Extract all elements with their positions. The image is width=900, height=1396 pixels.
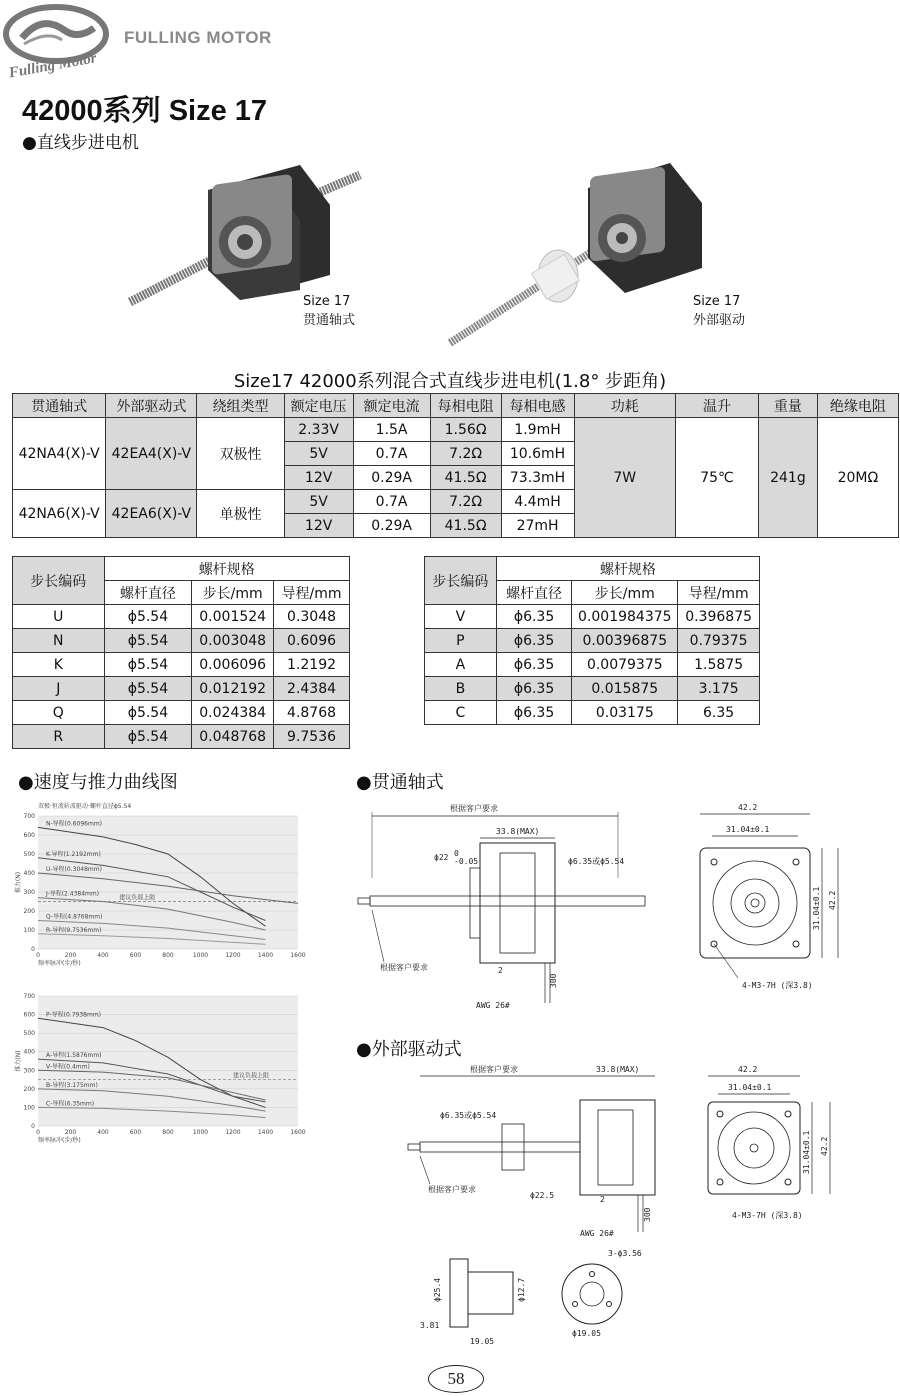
spec-row: 12V 0.29A 41.5Ω 27mH bbox=[13, 514, 899, 538]
product-caption-external bbox=[693, 292, 745, 330]
section-through-heading: ●贯通轴式 bbox=[356, 772, 444, 793]
dim-2: 2 bbox=[600, 1195, 605, 1204]
col-diameter: 螺杆直径 bbox=[496, 581, 572, 605]
model-through: 42NA4(X)-V bbox=[13, 418, 106, 490]
y-tick-label: 700 bbox=[23, 813, 35, 820]
x-tick-label: 600 bbox=[129, 952, 142, 959]
screw-table-left bbox=[12, 556, 350, 749]
header-external: 外部驱动式 bbox=[106, 394, 197, 418]
x-tick-label: 0 bbox=[36, 1129, 40, 1136]
col-code: 步长编码 bbox=[13, 557, 105, 605]
y-tick-label: 500 bbox=[23, 1030, 35, 1038]
screw-row: A ϕ6.35 0.0079375 1.5875 bbox=[425, 653, 760, 677]
header-power: 功耗 bbox=[574, 394, 675, 418]
col-group: 螺杆规格 bbox=[104, 557, 349, 581]
x-tick-label: 800 bbox=[162, 952, 174, 959]
dim-customer: 根据客户要求 bbox=[450, 804, 498, 813]
product-image-external bbox=[440, 158, 710, 353]
dim-flange: ϕ25.4 bbox=[433, 1277, 442, 1302]
dim-hole-spacing: 31.04±0.1 bbox=[726, 825, 770, 834]
header-voltage: 额定电压 bbox=[284, 394, 353, 418]
y-tick-label: 300 bbox=[23, 1067, 35, 1075]
x-tick-label: 1000 bbox=[192, 1129, 209, 1136]
temp-value: 75℃ bbox=[675, 418, 758, 538]
y-axis-label: 推力(N) bbox=[15, 1050, 22, 1072]
x-tick-label: 1200 bbox=[225, 1129, 241, 1136]
col-lead: 导程/mm bbox=[274, 581, 350, 605]
winding-type: 单极性 bbox=[197, 490, 284, 538]
logo-text: Fulling Motor bbox=[7, 50, 98, 82]
dim-customer2: 根据客户要求 bbox=[428, 1185, 476, 1194]
fulling-logo bbox=[2, 4, 110, 82]
insulation-value: 20MΩ bbox=[817, 418, 898, 538]
x-tick-label: 1400 bbox=[257, 1129, 274, 1136]
dim-boss: ϕ22 bbox=[434, 853, 449, 862]
series-label: B-导程(3.175mm) bbox=[46, 1081, 98, 1089]
series-label: C-导程(6.35mm) bbox=[46, 1100, 95, 1108]
section-external-heading: ●外部驱动式 bbox=[356, 1039, 462, 1060]
dim-boss-tol-upper: 0 bbox=[454, 849, 459, 858]
x-tick-label: 200 bbox=[64, 952, 77, 959]
screw-row: R ϕ5.54 0.048768 9.7536 bbox=[13, 725, 350, 749]
dim-height: 42.2 bbox=[828, 890, 837, 910]
x-axis-label: 频率脉冲(步/秒) bbox=[38, 960, 81, 967]
power-value: 7W bbox=[574, 418, 675, 538]
chart-title: 双极·恒流斩波驱动·螺杆直径ϕ5.54 bbox=[38, 803, 132, 810]
page-title: 42000系列 Size 17 bbox=[22, 95, 268, 127]
dim-2: 2 bbox=[498, 966, 503, 975]
nut-drawing bbox=[410, 1244, 670, 1349]
section-curves-heading: ●速度与推力曲线图 bbox=[18, 772, 178, 793]
spec-row: 12V 0.29A 41.5Ω 73.3mH bbox=[13, 466, 899, 490]
dim-customer2: 根据客户要求 bbox=[380, 963, 428, 972]
page-subtitle: ●直线步进电机 bbox=[22, 133, 139, 153]
series-label: A-导程(1.5876mm) bbox=[46, 1052, 102, 1060]
series-label: V-导程(0.4mm) bbox=[46, 1063, 90, 1071]
y-tick-label: 200 bbox=[23, 908, 35, 915]
x-tick-label: 400 bbox=[97, 952, 109, 959]
x-tick-label: 200 bbox=[64, 1129, 77, 1136]
series-label: R-导程(9.7536mm) bbox=[46, 926, 102, 934]
screw-table-right bbox=[424, 556, 760, 725]
header-winding: 绕组类型 bbox=[197, 394, 284, 418]
screw-row: B ϕ6.35 0.015875 3.175 bbox=[425, 677, 760, 701]
series-label: J-导程(2.4384mm) bbox=[46, 890, 100, 898]
y-tick-label: 500 bbox=[23, 851, 35, 858]
product-caption-through bbox=[303, 292, 355, 330]
x-tick-label: 0 bbox=[36, 952, 40, 959]
screw-row: Q ϕ5.54 0.024384 4.8768 bbox=[13, 701, 350, 725]
dim-width: 42.2 bbox=[738, 803, 758, 812]
y-tick-label: 700 bbox=[23, 993, 35, 1000]
spec-header-row bbox=[13, 394, 899, 418]
through-shaft-front-view bbox=[690, 798, 870, 998]
dim-awg: AWG 26# bbox=[476, 1001, 510, 1010]
header-inductance: 每相电感 bbox=[501, 394, 574, 418]
brand-name: FULLING MOTOR bbox=[124, 28, 272, 47]
y-tick-label: 600 bbox=[23, 1011, 35, 1019]
col-diameter: 螺杆直径 bbox=[104, 581, 192, 605]
caption-line1: Size 17 bbox=[303, 294, 351, 309]
spec-table bbox=[12, 393, 899, 538]
col-step: 步长/mm bbox=[572, 581, 678, 605]
dim-holes: 4-M3-7H (深3.8) bbox=[742, 981, 813, 990]
y-tick-label: 0 bbox=[31, 946, 35, 953]
y-tick-label: 100 bbox=[23, 927, 35, 934]
header-insulation: 绝缘电阻 bbox=[817, 394, 898, 418]
screw-row: V ϕ6.35 0.001984375 0.396875 bbox=[425, 605, 760, 629]
series-label: K-导程(1.2192mm) bbox=[46, 850, 101, 858]
header-resistance: 每相电阻 bbox=[430, 394, 501, 418]
series-label: Q-导程(4.8768mm) bbox=[46, 913, 103, 921]
dim-boss: ϕ22.5 bbox=[530, 1191, 555, 1200]
spec-table-title: Size17 42000系列混合式直线步进电机(1.8° 步距角) bbox=[233, 371, 667, 392]
screw-row: N ϕ5.54 0.003048 0.6096 bbox=[13, 629, 350, 653]
x-tick-label: 600 bbox=[129, 1129, 142, 1136]
dim-height: 42.2 bbox=[820, 1136, 829, 1156]
y-tick-label: 0 bbox=[31, 1123, 35, 1130]
model-through: 42NA6(X)-V bbox=[13, 490, 106, 538]
col-code: 步长编码 bbox=[425, 557, 497, 605]
dim-body: ϕ12.7 bbox=[517, 1277, 526, 1302]
winding-type: 双极性 bbox=[197, 418, 284, 490]
x-axis-label: 频率脉冲(步/秒) bbox=[38, 1137, 81, 1144]
y-tick-label: 400 bbox=[23, 1048, 35, 1056]
header-temp: 温升 bbox=[675, 394, 758, 418]
model-external: 42EA4(X)-V bbox=[106, 418, 197, 490]
dim-bolt: ϕ19.05 bbox=[572, 1329, 601, 1338]
speed-thrust-chart-1 bbox=[14, 796, 304, 971]
col-step: 步长/mm bbox=[192, 581, 274, 605]
spec-row: 42NA6(X)-V 42EA6(X)-V 单极性 5V 0.7A 7.2Ω 4.4mH bbox=[13, 490, 899, 514]
dim-awg: AWG 26# bbox=[580, 1229, 614, 1238]
y-tick-label: 600 bbox=[23, 832, 35, 839]
header-current: 额定电流 bbox=[353, 394, 430, 418]
dim-max: 33.8(MAX) bbox=[496, 827, 540, 836]
external-drive-drawing bbox=[400, 1062, 670, 1247]
caption-line1: Size 17 bbox=[693, 294, 741, 309]
external-drive-front-view bbox=[690, 1062, 870, 1237]
dim-holes: 3-ϕ3.56 bbox=[608, 1249, 642, 1258]
spec-row: 5V 0.7A 7.2Ω 10.6mH bbox=[13, 442, 899, 466]
series-label: P-导程(0.7938mm) bbox=[46, 1011, 102, 1019]
dim-customer: 根据客户要求 bbox=[470, 1065, 518, 1074]
spec-row: 42NA4(X)-V 42EA4(X)-V 双极性 2.33V 1.5A 1.56Ω 1.9mH 7W 75℃ 241g 20MΩ bbox=[13, 418, 899, 442]
caption-line2: 贯通轴式 bbox=[303, 313, 356, 328]
dim-hole-spacing-v: 31.04±0.1 bbox=[812, 886, 821, 930]
x-tick-label: 1400 bbox=[257, 952, 274, 959]
dim-screw: ϕ6.35或ϕ5.54 bbox=[440, 1111, 497, 1120]
x-tick-label: 800 bbox=[162, 1129, 174, 1136]
x-tick-label: 400 bbox=[97, 1129, 109, 1136]
header-through: 贯通轴式 bbox=[13, 394, 106, 418]
screw-row: J ϕ5.54 0.012192 2.4384 bbox=[13, 677, 350, 701]
y-tick-label: 200 bbox=[23, 1085, 35, 1093]
dim-screw: ϕ6.35或ϕ5.54 bbox=[568, 857, 625, 866]
x-tick-label: 1600 bbox=[290, 952, 306, 959]
model-external: 42EA6(X)-V bbox=[106, 490, 197, 538]
dim-thickness: 3.81 bbox=[420, 1321, 440, 1330]
dim-300: 300 bbox=[549, 973, 558, 988]
series-label: U-导程(0.3048mm) bbox=[46, 866, 102, 873]
screw-row: U ϕ5.54 0.001524 0.3048 bbox=[13, 605, 350, 629]
reference-label: 建议负载上限 bbox=[233, 1072, 270, 1080]
col-group: 螺杆规格 bbox=[496, 557, 759, 581]
caption-line2: 外部驱动 bbox=[693, 313, 746, 328]
screw-row: C ϕ6.35 0.03175 6.35 bbox=[425, 701, 760, 725]
weight-value: 241g bbox=[759, 418, 818, 538]
x-tick-label: 1600 bbox=[290, 1129, 306, 1136]
dim-hole-spacing-v: 31.04±0.1 bbox=[802, 1130, 811, 1174]
header-weight: 重量 bbox=[759, 394, 818, 418]
screw-row: P ϕ6.35 0.00396875 0.79375 bbox=[425, 629, 760, 653]
through-shaft-drawing bbox=[350, 798, 670, 1018]
y-axis-label: 推力(N) bbox=[15, 871, 22, 894]
dim-holes: 4-M3-7H (深3.8) bbox=[732, 1211, 803, 1220]
screw-row: K ϕ5.54 0.006096 1.2192 bbox=[13, 653, 350, 677]
y-tick-label: 400 bbox=[23, 870, 35, 877]
page-number: 58 bbox=[428, 1365, 484, 1393]
dim-width: 42.2 bbox=[738, 1065, 758, 1074]
dim-hole-spacing: 31.04±0.1 bbox=[728, 1083, 772, 1092]
series-label: N-导程(0.6096mm) bbox=[46, 820, 103, 828]
dim-max: 33.8(MAX) bbox=[596, 1065, 640, 1074]
reference-label: 建议负载上限 bbox=[119, 894, 156, 902]
speed-thrust-chart-2 bbox=[14, 988, 304, 1148]
y-tick-label: 300 bbox=[23, 889, 35, 896]
col-lead: 导程/mm bbox=[678, 581, 760, 605]
x-tick-label: 1200 bbox=[225, 952, 241, 959]
dim-300: 300 bbox=[643, 1207, 652, 1222]
dim-length: 19.05 bbox=[470, 1337, 495, 1346]
dim-boss-tol-lower: -0.05 bbox=[454, 857, 479, 866]
x-tick-label: 1000 bbox=[192, 952, 209, 959]
y-tick-label: 100 bbox=[23, 1104, 35, 1112]
